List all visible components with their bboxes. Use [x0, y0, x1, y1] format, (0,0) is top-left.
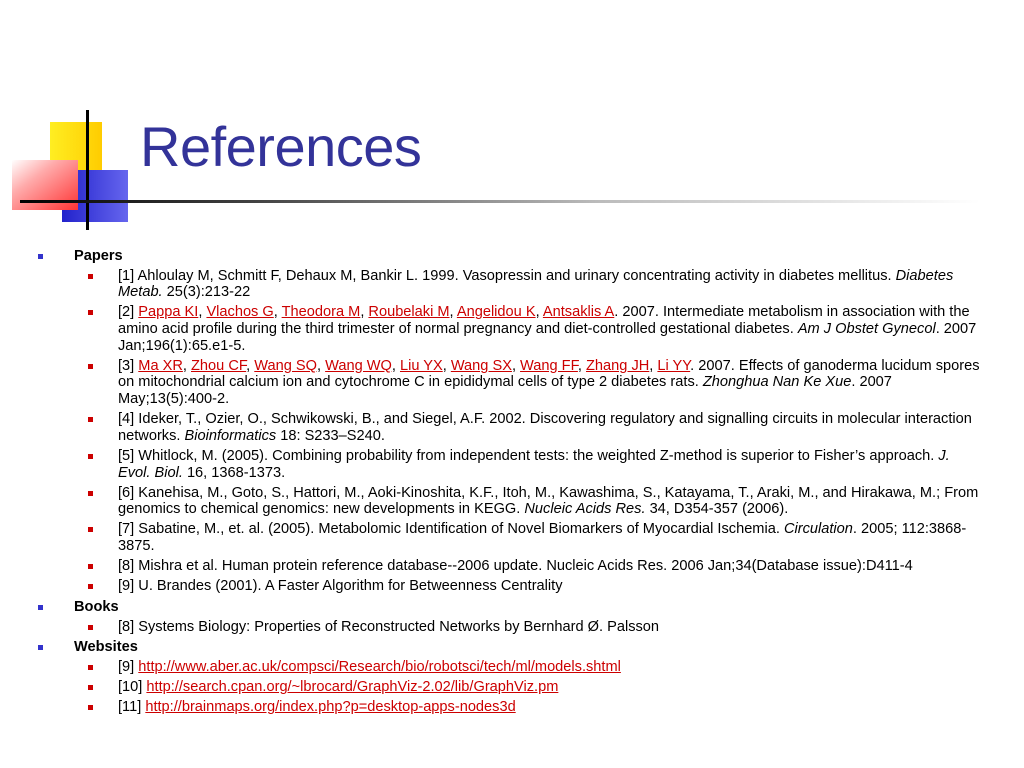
author-link[interactable]: Wang SQ — [254, 357, 317, 374]
reference-item — [74, 411, 986, 444]
author-link[interactable]: Wang WQ — [325, 357, 392, 374]
references-list — [36, 248, 986, 720]
square-bullet — [88, 454, 93, 459]
author-link[interactable]: Wang SX — [450, 357, 512, 374]
reference-item: [2] Pappa KI, Vlachos G, Theodora M, Roubelaki M, Angelidou K, Antsaklis A. 2007. Intermediate metabolism in association with the amino acid profile during the third trimester of normal pregnancy and diet-controlled gestational diabetes. Am J Obstet Gynecol. 2007 Jan;196(1):65.e1-5. — [74, 304, 986, 354]
journal-name: Bioinformatics — [184, 427, 277, 444]
author-link[interactable]: Zhou CF — [191, 357, 247, 374]
reference-item — [74, 659, 986, 676]
reference-text: 18: S233–S240. — [276, 427, 385, 444]
section-label-papers: Papers — [74, 248, 123, 264]
reference-text: [8] Mishra et al. Human protein reference database--2006 update. Nucleic Acids Res. 2006 Jan;34(Database issue):D411-4 — [118, 558, 913, 575]
section-label-books: Books — [74, 599, 119, 616]
slide-title: References — [140, 115, 422, 178]
bullet-websites — [38, 645, 43, 650]
websites-list — [74, 659, 986, 716]
square-bullet — [88, 491, 93, 496]
reference-text: 25(3):213-22 — [162, 284, 251, 301]
reference-text: . 2007. Intermediate metabolism in association with the amino acid profile during the third trimester of normal pregnancy and diet-controlled gestational diabetes. — [118, 304, 970, 337]
author-link[interactable]: Li YY — [657, 357, 691, 374]
website-link[interactable]: http://www.aber.ac.uk/compsci/Research/bio/robotsci/tech/ml/models.shtml — [138, 658, 621, 675]
square-bullet — [88, 527, 93, 532]
author-link[interactable]: Antsaklis A — [542, 304, 615, 321]
reference-text: . 2005; 112:3868-3875. — [118, 521, 967, 555]
square-bullet — [88, 705, 93, 710]
square-bullet — [88, 310, 93, 315]
reference-item — [74, 521, 986, 554]
reference-text: [1] Ahloulay M, Schmitt F, Dehaux M, Bankir L. 1999. Vasopressin and urinary concentrating activity in diabetes mellitus. — [118, 267, 896, 284]
square-bullet — [88, 665, 93, 670]
reference-text: [11] — [118, 699, 146, 716]
author-link[interactable]: Vlachos G — [206, 304, 274, 321]
reference-text: [7] Sabatine, M., et. al. (2005). Metabolomic Identification of Novel Biomarkers of Myocardial Ischemia. — [118, 521, 784, 538]
reference-text: . 2007 Jan;196(1):65.e1-5. — [118, 320, 977, 354]
section-label-websites: Websites — [74, 639, 138, 656]
author-link[interactable]: Pappa KI — [138, 304, 199, 321]
square-bullet — [88, 364, 93, 369]
bullet-books — [38, 605, 43, 610]
reference-text: 16, 1368-1373. — [182, 464, 286, 481]
reference-item — [74, 268, 986, 301]
reference-text: [6] Kanehisa, M., Goto, S., Hattori, M., Aoki-Kinoshita, K.F., Itoh, M., Kawashima, S., Katayama, T., Araki, M., and Hirakawa, M.; From genomics to chemical genomics: new developments in KEGG. — [118, 484, 979, 518]
reference-text: [2] — [118, 304, 139, 321]
journal-name: Zhonghua Nan Ke Xue — [702, 374, 852, 391]
bullet-papers — [38, 254, 43, 259]
author-link[interactable]: Theodora M — [281, 304, 361, 321]
section-books — [36, 599, 986, 635]
section-websites — [36, 639, 986, 716]
section-papers — [36, 248, 986, 595]
reference-item — [74, 619, 986, 636]
reference-text: [4] Ideker, T., Ozier, O., Schwikowski, B., and Siegel, A.F. 2002. Discovering regulatory and signalling circuits in molecular interaction networks. — [118, 411, 972, 444]
website-link[interactable]: http://search.cpan.org/~lbrocard/GraphViz-2.02/lib/GraphViz.pm — [146, 679, 559, 695]
reference-text: [10] — [118, 679, 147, 695]
author-link[interactable]: Roubelaki M — [368, 304, 450, 321]
reference-item — [74, 679, 986, 696]
reference-text: [3] — [118, 357, 139, 374]
deco-vertical-line — [86, 110, 89, 230]
square-bullet — [88, 584, 93, 589]
reference-text: [8] Systems Biology: Properties of Reconstructed Networks by Bernhard Ø. Palsson — [118, 618, 660, 635]
author-link[interactable]: Zhang JH — [586, 357, 650, 374]
reference-text: [9] — [118, 658, 139, 675]
reference-item — [74, 448, 986, 481]
square-bullet — [88, 625, 93, 630]
reference-text: [9] U. Brandes (2001). A Faster Algorithm for Betweenness Centrality — [118, 578, 563, 595]
journal-name: Diabetes Metab. — [118, 267, 954, 301]
author-link[interactable]: Angelidou K — [456, 304, 536, 321]
reference-text: [5] Whitlock, M. (2005). Combining probability from independent tests: the weighted Z-method is superior to Fisher’s approach. — [118, 447, 939, 464]
books-list — [74, 619, 986, 636]
journal-name: J. Evol. Biol. — [118, 447, 950, 481]
square-bullet — [88, 564, 93, 569]
title-decoration — [0, 0, 150, 230]
title-underline — [20, 200, 980, 203]
reference-item: [3] Ma XR, Zhou CF, Wang SQ, Wang WQ, Liu YX, Wang SX, Wang FF, Zhang JH, Li YY. 2007. Effects of ganoderma lucidum spores on mitochondrial calcium ion and cytochrome C in epididymal cells of type 2 diabetes rats. Zhonghua Nan Ke Xue. 2007 May;13(5):400-2. — [74, 358, 986, 408]
reference-item — [74, 558, 986, 575]
journal-name: Circulation — [783, 521, 853, 538]
square-bullet — [88, 685, 93, 690]
reference-text: . 2007 May;13(5):400-2. — [118, 374, 892, 407]
square-bullet — [88, 417, 93, 422]
reference-text: 34, D354-357 (2006). — [645, 501, 789, 518]
website-link[interactable]: http://brainmaps.org/index.php?p=desktop-apps-nodes3d — [145, 699, 516, 716]
reference-item — [74, 699, 986, 716]
journal-name: Nucleic Acids Res. — [524, 501, 646, 518]
reference-item — [74, 578, 986, 595]
author-link[interactable]: Liu YX — [399, 357, 443, 374]
reference-text: . 2007. Effects of ganoderma lucidum spores on mitochondrial calcium ion and cytochrome C in epididymal cells of type 2 diabetes rats. — [118, 357, 980, 391]
journal-name: Am J Obstet Gynecol — [797, 320, 936, 337]
square-bullet — [88, 274, 93, 279]
reference-item — [74, 485, 986, 518]
papers-list — [74, 268, 986, 595]
author-link[interactable]: Ma XR — [138, 357, 183, 374]
author-link[interactable]: Wang FF — [520, 357, 578, 374]
